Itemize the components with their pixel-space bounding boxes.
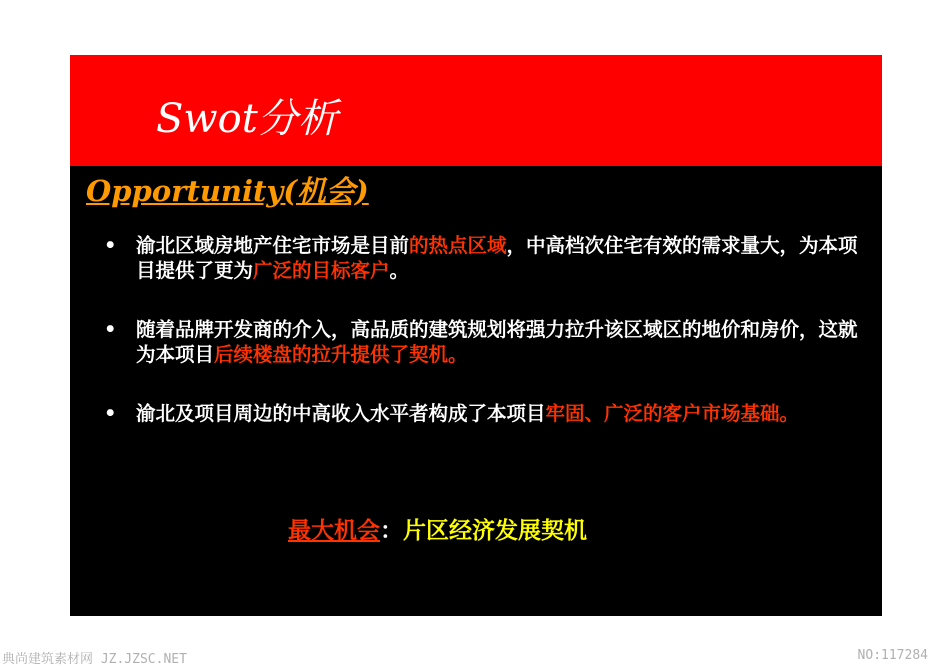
bullet-text: 渝北及项目周边的中高收入水平者构成了本项目	[136, 402, 546, 425]
biggest-opportunity-label: 最大机会	[288, 517, 380, 544]
bullet-highlight: 后续楼盘的拉升提供了契机。	[214, 343, 468, 366]
title-bar	[70, 55, 882, 166]
biggest-opportunity	[288, 519, 587, 542]
bullet-item	[104, 401, 864, 426]
slide	[70, 55, 882, 616]
bullet-text: 。	[389, 259, 410, 282]
bullet-text: ，中高档次住宅有效的需求量大，为本项目提供了更为	[136, 234, 858, 282]
footer-watermark: 典尚建筑素材网 JZ.JZSC.NET	[2, 652, 187, 667]
bullet-text: 随着品牌开发商的介入，高品质的建筑规划将强力拉升该区域区的地价和房价，这就为本项目	[136, 318, 858, 366]
section-subtitle: Opportunity(机会)	[86, 174, 369, 208]
bullet-dot-icon: •	[104, 318, 117, 341]
bullet-dot-icon: •	[104, 234, 117, 257]
bullet-highlight: 的热点区域	[409, 234, 507, 257]
biggest-opportunity-value: 片区经济发展契机	[403, 517, 587, 544]
biggest-opportunity-colon: ：	[380, 517, 403, 544]
bullet-highlight: 牢固、广泛的客户市场基础。	[545, 402, 800, 425]
bullet-dot-icon: •	[104, 402, 117, 425]
slide-title: Swot分析	[156, 96, 338, 142]
bullet-item	[104, 317, 864, 367]
bullet-highlight: 广泛的目标客户	[253, 259, 390, 282]
bullet-text: 渝北区域房地产住宅市场是目前	[136, 234, 410, 257]
bullet-item	[104, 233, 864, 283]
footer-number: NO:117284	[857, 648, 928, 663]
